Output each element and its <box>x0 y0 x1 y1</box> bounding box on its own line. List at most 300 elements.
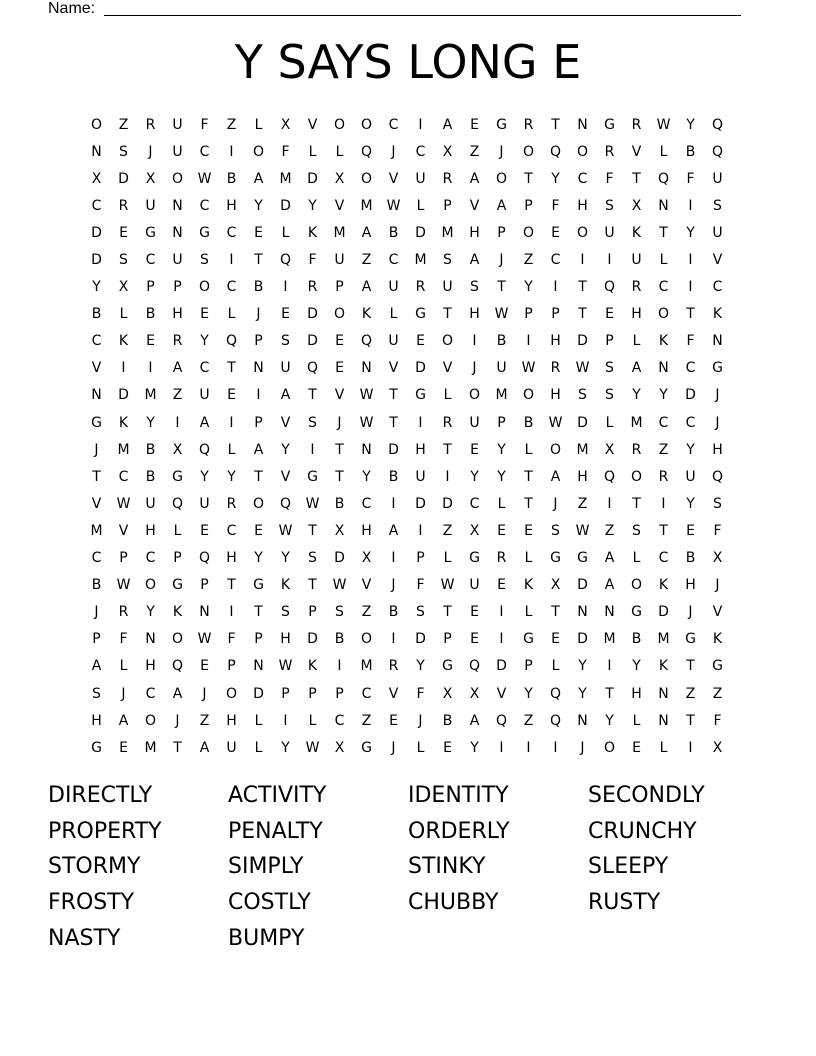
grid-letter: Y <box>524 279 533 296</box>
grid-letter: T <box>227 360 236 377</box>
grid-letter: V <box>469 197 480 214</box>
grid-letter: M <box>657 631 670 648</box>
grid-letter: S <box>470 279 479 296</box>
grid-letter: L <box>254 739 263 756</box>
grid-row <box>83 382 733 409</box>
grid-letter: F <box>200 116 209 133</box>
grid-letter: N <box>712 333 723 350</box>
grid-letter: Q <box>198 441 211 458</box>
word-list-item: ACTIVITY <box>228 783 327 809</box>
grid-letter: L <box>254 712 263 729</box>
grid-letter: D <box>415 224 426 241</box>
grid-letter: C <box>226 522 237 539</box>
grid-row <box>83 599 733 626</box>
grid-letter: C <box>361 685 372 702</box>
grid-letter: I <box>688 252 693 269</box>
grid-letter: D <box>91 252 102 269</box>
name-field <box>48 0 748 20</box>
grid-letter: O <box>144 577 157 594</box>
grid-letter: G <box>631 604 642 621</box>
grid-letter: A <box>280 387 291 404</box>
grid-letter: Q <box>198 550 211 567</box>
grid-letter: U <box>469 577 480 594</box>
grid-letter: B <box>226 170 237 187</box>
grid-letter: V <box>118 522 129 539</box>
grid-letter: O <box>360 116 373 133</box>
grid-letter: T <box>524 495 533 512</box>
grid-letter: V <box>442 360 453 377</box>
grid-letter: U <box>172 143 183 160</box>
word-list-item: SECONDLY <box>588 783 705 809</box>
grid-letter: Q <box>549 685 562 702</box>
grid-letter: V <box>712 252 723 269</box>
grid-letter: T <box>335 468 344 485</box>
grid-letter: M <box>495 387 508 404</box>
grid-letter: T <box>443 604 452 621</box>
grid-letter: L <box>659 252 668 269</box>
grid-letter: E <box>443 739 452 756</box>
grid-letter: K <box>172 604 183 621</box>
grid-letter: Q <box>657 170 670 187</box>
grid-letter: A <box>469 252 480 269</box>
word-list-item: ORDERLY <box>408 818 510 844</box>
grid-letter: S <box>281 604 290 621</box>
grid-letter: I <box>418 414 423 431</box>
grid-letter: S <box>308 414 317 431</box>
grid-letter: U <box>415 170 426 187</box>
grid-letter: R <box>226 495 237 512</box>
grid-letter: M <box>117 441 130 458</box>
grid-letter: N <box>577 712 588 729</box>
grid-letter: T <box>686 658 695 675</box>
grid-letter: H <box>226 712 237 729</box>
grid-letter: G <box>172 577 183 594</box>
grid-letter: B <box>442 712 453 729</box>
grid-letter: Q <box>279 495 292 512</box>
grid-letter: L <box>308 143 317 160</box>
grid-letter: X <box>442 143 453 160</box>
grid-letter: I <box>148 360 153 377</box>
grid-letter: U <box>172 252 183 269</box>
grid-letter: A <box>469 170 480 187</box>
grid-letter: W <box>548 414 563 431</box>
grid-letter: G <box>712 360 723 377</box>
grid-letter: S <box>605 360 614 377</box>
grid-letter: X <box>604 441 615 458</box>
grid-letter: T <box>686 306 695 323</box>
grid-letter: V <box>361 577 372 594</box>
grid-letter: Y <box>686 441 695 458</box>
grid-letter: E <box>470 116 479 133</box>
grid-letter: O <box>198 279 211 296</box>
grid-letter: M <box>279 170 292 187</box>
grid-letter: E <box>335 360 344 377</box>
grid-letter: T <box>254 252 263 269</box>
grid-letter: P <box>254 631 263 648</box>
grid-letter: F <box>119 631 128 648</box>
grid-letter: P <box>443 631 452 648</box>
grid-letter: D <box>307 170 318 187</box>
grid-letter: S <box>443 252 452 269</box>
grid-letter: I <box>688 197 693 214</box>
grid-letter: K <box>280 577 291 594</box>
grid-letter: E <box>497 577 506 594</box>
grid-letter: E <box>119 224 128 241</box>
grid-letter: G <box>442 658 453 675</box>
word-list-item: BUMPY <box>228 925 305 951</box>
grid-letter: I <box>661 495 666 512</box>
grid-letter: O <box>144 712 157 729</box>
grid-letter: I <box>418 522 423 539</box>
grid-letter: T <box>605 685 614 702</box>
grid-row <box>83 517 733 544</box>
grid-letter: Y <box>632 387 641 404</box>
grid-letter: J <box>202 685 207 702</box>
grid-letter: A <box>199 739 210 756</box>
grid-letter: L <box>443 550 452 567</box>
grid-letter: N <box>199 604 210 621</box>
grid-letter: T <box>551 116 560 133</box>
grid-letter: I <box>526 333 531 350</box>
grid-letter: Q <box>360 143 373 160</box>
grid-letter: T <box>227 577 236 594</box>
word-list-item: PROPERTY <box>48 818 162 844</box>
word-search-grid <box>83 111 733 761</box>
grid-letter: T <box>389 414 398 431</box>
grid-letter: Q <box>225 333 238 350</box>
grid-letter: T <box>173 739 182 756</box>
grid-letter: L <box>389 306 398 323</box>
grid-letter: K <box>118 333 129 350</box>
grid-letter: O <box>333 306 346 323</box>
grid-letter: J <box>121 685 126 702</box>
grid-row <box>83 301 733 328</box>
grid-letter: H <box>91 712 102 729</box>
grid-letter: O <box>252 143 265 160</box>
grid-letter: W <box>359 414 374 431</box>
grid-letter: B <box>253 279 264 296</box>
grid-letter: L <box>632 333 641 350</box>
grid-letter: Y <box>686 116 695 133</box>
grid-letter: T <box>632 495 641 512</box>
grid-letter: P <box>551 306 560 323</box>
grid-letter: D <box>415 495 426 512</box>
grid-letter: A <box>442 116 453 133</box>
grid-letter: I <box>607 495 612 512</box>
grid-letter: Z <box>658 441 669 458</box>
grid-letter: P <box>254 414 263 431</box>
grid-letter: W <box>305 495 320 512</box>
grid-row <box>83 545 733 572</box>
grid-letter: T <box>308 387 317 404</box>
grid-letter: C <box>91 197 102 214</box>
grid-letter: N <box>577 604 588 621</box>
grid-letter: J <box>175 712 180 729</box>
grid-letter: O <box>576 224 589 241</box>
grid-letter: R <box>523 116 534 133</box>
grid-letter: V <box>91 360 102 377</box>
grid-letter: I <box>553 739 558 756</box>
grid-letter: D <box>496 658 507 675</box>
grid-letter: R <box>118 604 129 621</box>
grid-letter: O <box>603 739 616 756</box>
grid-letter: Y <box>281 550 290 567</box>
grid-letter: Z <box>577 495 588 512</box>
word-list-item: FROSTY <box>48 890 135 916</box>
grid-letter: O <box>522 143 535 160</box>
grid-letter: W <box>359 387 374 404</box>
grid-letter: B <box>334 495 345 512</box>
grid-letter: S <box>200 252 209 269</box>
grid-letter: C <box>145 685 156 702</box>
grid-letter: D <box>307 333 318 350</box>
grid-letter: O <box>630 468 643 485</box>
grid-letter: C <box>361 495 372 512</box>
grid-letter: V <box>496 685 507 702</box>
grid-letter: T <box>335 441 344 458</box>
grid-letter: T <box>524 170 533 187</box>
grid-letter: V <box>712 604 723 621</box>
grid-letter: Z <box>118 116 129 133</box>
grid-letter: G <box>469 550 480 567</box>
grid-letter: V <box>280 414 291 431</box>
grid-letter: I <box>283 712 288 729</box>
grid-letter: T <box>443 441 452 458</box>
grid-letter: X <box>280 116 291 133</box>
grid-letter: V <box>388 685 399 702</box>
grid-letter: O <box>252 495 265 512</box>
grid-letter: T <box>497 279 506 296</box>
grid-letter: H <box>469 306 480 323</box>
grid-letter: Y <box>470 739 479 756</box>
grid-letter: B <box>91 306 102 323</box>
grid-row <box>83 680 733 707</box>
grid-letter: U <box>145 495 156 512</box>
grid-letter: P <box>146 279 155 296</box>
grid-letter: L <box>227 306 236 323</box>
grid-letter: D <box>307 631 318 648</box>
grid-letter: T <box>524 468 533 485</box>
grid-letter: O <box>441 333 454 350</box>
grid-letter: R <box>442 414 453 431</box>
grid-letter: D <box>334 550 345 567</box>
grid-letter: D <box>118 387 129 404</box>
grid-letter: U <box>388 333 399 350</box>
grid-letter: Z <box>523 712 534 729</box>
grid-letter: H <box>226 197 237 214</box>
grid-letter: L <box>632 550 641 567</box>
word-list-item: SLEEPY <box>588 854 669 880</box>
grid-letter: W <box>386 197 401 214</box>
grid-letter: R <box>307 279 318 296</box>
grid-letter: W <box>575 522 590 539</box>
grid-letter: B <box>145 306 156 323</box>
grid-letter: H <box>685 577 696 594</box>
grid-letter: Z <box>442 522 453 539</box>
grid-letter: P <box>524 658 533 675</box>
grid-letter: N <box>91 143 102 160</box>
word-list-item: RUSTY <box>588 890 661 916</box>
grid-letter: J <box>688 604 693 621</box>
grid-letter: Y <box>605 712 614 729</box>
page-title: Y SAYS LONG E <box>234 35 582 89</box>
grid-letter: N <box>658 197 669 214</box>
grid-letter: I <box>526 739 531 756</box>
grid-letter: U <box>469 414 480 431</box>
grid-letter: G <box>604 116 615 133</box>
grid-letter: H <box>226 550 237 567</box>
grid-row <box>83 274 733 301</box>
grid-letter: R <box>145 116 156 133</box>
grid-letter: Z <box>523 252 534 269</box>
grid-letter: W <box>197 170 212 187</box>
grid-letter: S <box>308 550 317 567</box>
grid-letter: W <box>116 495 131 512</box>
grid-letter: J <box>553 495 558 512</box>
grid-letter: N <box>172 224 183 241</box>
grid-letter: E <box>254 522 263 539</box>
grid-letter: G <box>712 658 723 675</box>
grid-letter: N <box>577 116 588 133</box>
grid-letter: A <box>172 685 183 702</box>
grid-letter: O <box>333 116 346 133</box>
grid-letter: G <box>253 577 264 594</box>
grid-letter: D <box>415 360 426 377</box>
grid-row <box>83 707 733 734</box>
grid-letter: O <box>576 143 589 160</box>
grid-letter: Z <box>685 685 696 702</box>
grid-letter: Q <box>279 252 292 269</box>
grid-letter: W <box>575 360 590 377</box>
grid-letter: Y <box>497 441 506 458</box>
grid-letter: L <box>551 658 560 675</box>
grid-letter: J <box>499 252 504 269</box>
grid-letter: U <box>604 224 615 241</box>
grid-letter: M <box>90 522 103 539</box>
grid-letter: V <box>388 360 399 377</box>
grid-letter: E <box>335 333 344 350</box>
grid-letter: C <box>550 252 561 269</box>
grid-letter: N <box>361 441 372 458</box>
word-list-item: SIMPLY <box>228 854 304 880</box>
grid-letter: M <box>414 252 427 269</box>
grid-letter: R <box>388 658 399 675</box>
grid-letter: K <box>307 658 318 675</box>
grid-letter: O <box>360 170 373 187</box>
grid-letter: P <box>524 197 533 214</box>
grid-letter: G <box>415 306 426 323</box>
grid-letter: C <box>226 224 237 241</box>
grid-letter: I <box>499 631 504 648</box>
grid-letter: I <box>256 387 261 404</box>
grid-letter: G <box>685 631 696 648</box>
grid-letter: C <box>145 550 156 567</box>
grid-row <box>83 111 733 138</box>
grid-letter: Z <box>604 522 615 539</box>
grid-letter: C <box>226 279 237 296</box>
grid-letter: H <box>280 631 291 648</box>
grid-letter: P <box>281 685 290 702</box>
grid-letter: B <box>631 631 642 648</box>
grid-letter: T <box>578 279 587 296</box>
grid-letter: Y <box>200 333 209 350</box>
grid-letter: J <box>499 143 504 160</box>
grid-letter: D <box>577 414 588 431</box>
grid-letter: E <box>227 387 236 404</box>
grid-letter: P <box>308 685 317 702</box>
grid-letter: Z <box>361 604 372 621</box>
grid-letter: P <box>605 333 614 350</box>
grid-letter: S <box>713 197 722 214</box>
grid-letter: O <box>225 685 238 702</box>
grid-letter: C <box>388 116 399 133</box>
grid-letter: F <box>686 170 695 187</box>
word-list-row <box>48 920 788 956</box>
grid-letter: V <box>334 387 345 404</box>
grid-letter: G <box>523 631 534 648</box>
grid-letter: M <box>360 658 373 675</box>
grid-letter: P <box>254 333 263 350</box>
grid-letter: C <box>712 279 723 296</box>
grid-letter: W <box>197 631 212 648</box>
grid-letter: C <box>658 550 669 567</box>
grid-letter: L <box>497 495 506 512</box>
grid-letter: R <box>604 143 615 160</box>
grid-row <box>83 572 733 599</box>
grid-letter: K <box>658 658 669 675</box>
grid-letter: D <box>91 224 102 241</box>
grid-letter: L <box>227 441 236 458</box>
grid-letter: H <box>577 197 588 214</box>
grid-letter: L <box>254 116 263 133</box>
grid-letter: K <box>631 224 642 241</box>
grid-letter: Y <box>281 441 290 458</box>
grid-letter: L <box>335 143 344 160</box>
grid-letter: D <box>280 197 291 214</box>
grid-letter: Y <box>200 468 209 485</box>
grid-letter: I <box>499 739 504 756</box>
grid-letter: Y <box>362 468 371 485</box>
grid-letter: S <box>605 387 614 404</box>
grid-letter: U <box>226 739 237 756</box>
grid-letter: T <box>254 604 263 621</box>
grid-letter: Y <box>470 468 479 485</box>
grid-letter: X <box>145 170 156 187</box>
grid-letter: T <box>308 577 317 594</box>
grid-letter: A <box>550 468 561 485</box>
grid-letter: B <box>91 577 102 594</box>
grid-letter: C <box>199 360 210 377</box>
grid-letter: I <box>391 631 396 648</box>
grid-letter: S <box>551 522 560 539</box>
word-list-item: PENALTY <box>228 818 323 844</box>
grid-letter: U <box>712 224 723 241</box>
grid-letter: T <box>551 604 560 621</box>
grid-letter: E <box>470 441 479 458</box>
grid-row <box>83 246 733 273</box>
grid-letter: T <box>686 712 695 729</box>
grid-letter: H <box>145 658 156 675</box>
grid-letter: G <box>91 739 102 756</box>
grid-letter: R <box>442 170 453 187</box>
name-underline <box>104 15 741 16</box>
grid-letter: D <box>442 495 453 512</box>
grid-letter: T <box>389 387 398 404</box>
grid-letter: I <box>229 252 234 269</box>
grid-letter: H <box>577 468 588 485</box>
grid-letter: Q <box>171 658 184 675</box>
grid-letter: E <box>119 739 128 756</box>
